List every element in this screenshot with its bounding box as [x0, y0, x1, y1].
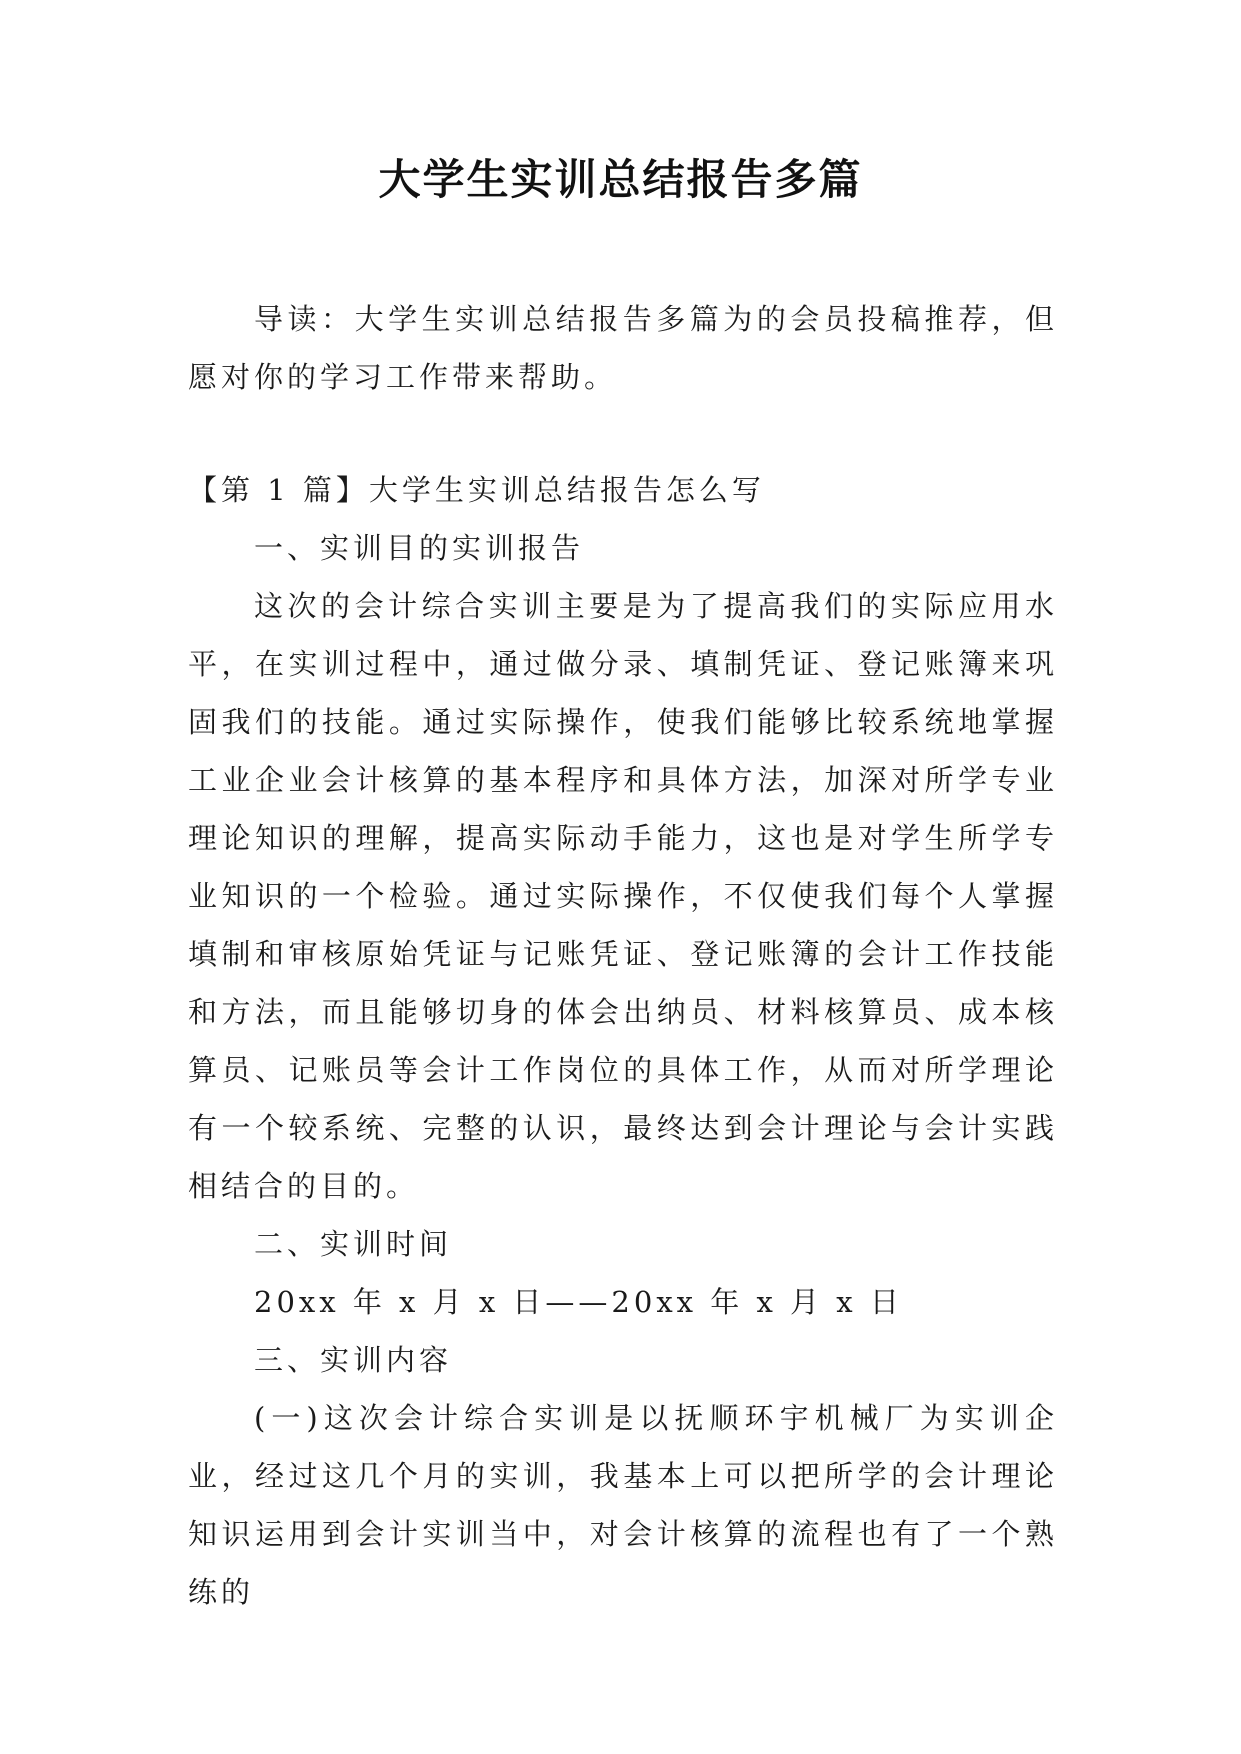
paragraph-time: 20xx 年 x 月 x 日——20xx 年 x 月 x 日	[254, 1285, 903, 1319]
heading-content: 三、实训内容	[254, 1343, 453, 1377]
heading-purpose: 一、实训目的实训报告	[254, 531, 585, 565]
section-heading: 【第 1 篇】大学生实训总结报告怎么写	[188, 473, 765, 507]
paragraph-purpose: 这次的会计综合实训主要是为了提高我们的实际应用水平，在实训过程中，通过做分录、填制凭证、登记账簿来巩固我们的技能。通过实际操作，使我们能够比较系统地掌握工业企业会计核算的基本程序和具体方法，加深对所学专业理论知识的理解，提高实际动手能力，这也是对学生所学专业知识的一个检验。通过实际操作，不仅使我们每个人掌握填制和审核原始凭证与记账凭证、登记账簿的会计工作技能和方法，而且能够切身的体会出纳员、材料核算员、成本核算员、记账员等会计工作岗位的具体工作，从而对所学理论有一个较系统、完整的认识，最终达到会计理论与会计实践相结合的目的。	[188, 589, 1058, 1203]
paragraph-content: (一)这次会计综合实训是以抚顺环宇机械厂为实训企业，经过这几个月的实训，我基本上可以把所学的会计理论知识运用到会计实训当中，对会计核算的流程也有了一个熟练的	[188, 1401, 1058, 1609]
document-title: 大学生实训总结报告多篇	[378, 155, 863, 204]
lead-paragraph: 导读：大学生实训总结报告多篇为的会员投稿推荐，但愿对你的学习工作带来帮助。	[188, 302, 1058, 394]
section-content	[188, 519, 1058, 1621]
heading-time: 二、实训时间	[254, 1227, 453, 1261]
